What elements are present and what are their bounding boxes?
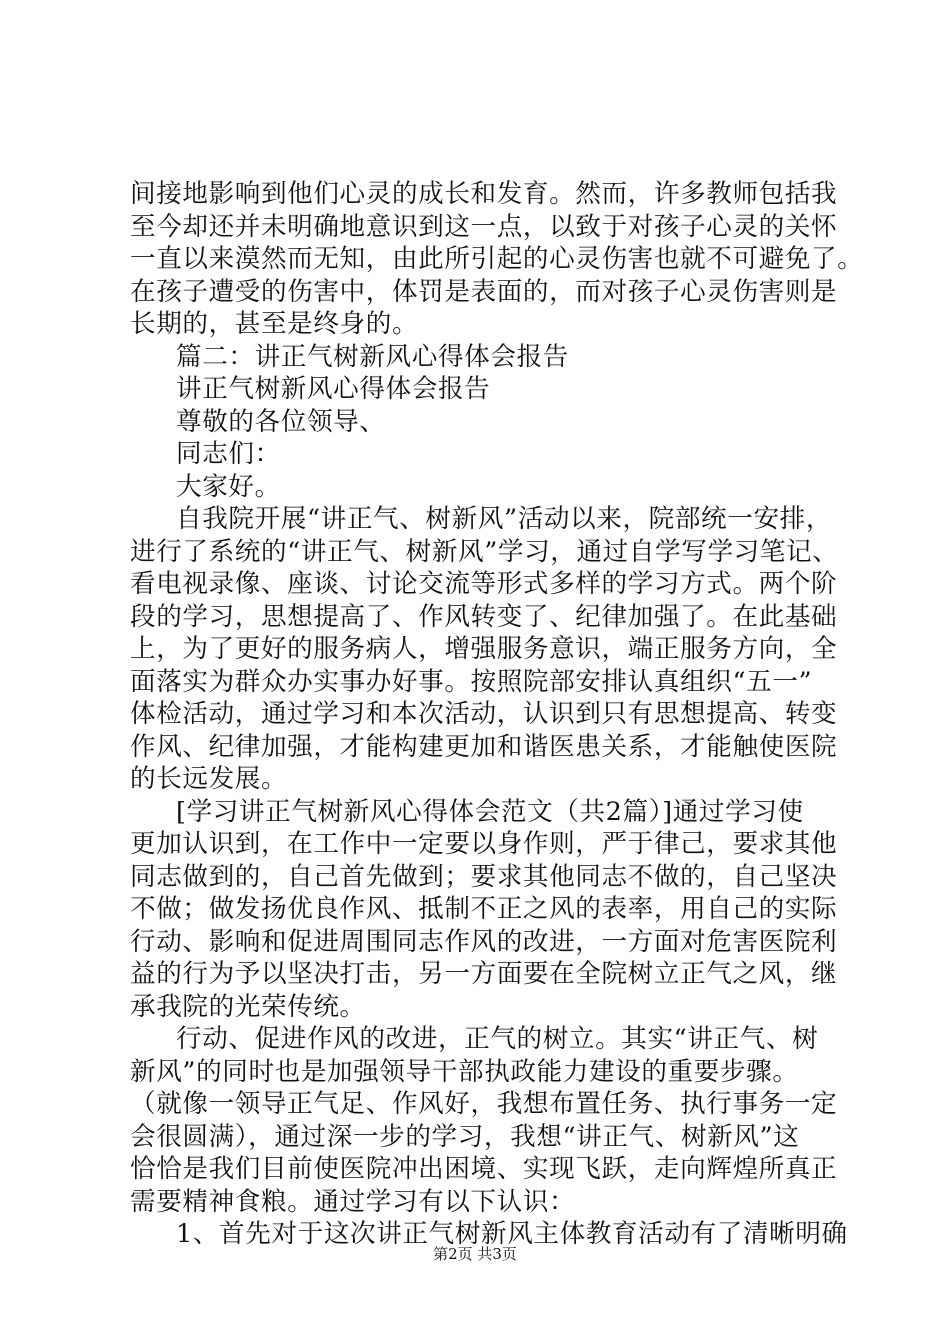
text-line: 在孩子遭受的伤害中，体罚是表面的，而对孩子心灵伤害则是 bbox=[130, 276, 838, 307]
text-line: 讲正气树新风心得体会报告 bbox=[176, 374, 491, 404]
text-line: 上，为了更好的服务病人，增强服务意识，端正服务方向，全 bbox=[130, 634, 838, 664]
text-line: 体检活动，通过学习和本次活动，认识到只有思想提高、转变 bbox=[130, 699, 838, 729]
text-line: 作风、纪律加强，才能构建更加和谐医患关系，才能触使医院 bbox=[130, 731, 838, 762]
text-line: 大家好。 bbox=[176, 471, 281, 502]
text-line: 行动、促进作风的改进，正气的树立。其实“讲正气、树 bbox=[176, 1024, 819, 1054]
text-line: 段的学习，思想提高了、作风转变了、纪律加强了。在此基础 bbox=[130, 601, 838, 632]
text-line: 长期的，甚至是终身的。 bbox=[130, 309, 419, 339]
text-line: 进行了系统的“讲正气、树新风”学习，通过自学写学习笔记、 bbox=[130, 536, 839, 567]
page-number-footer: 第2页 共3页 bbox=[433, 1245, 517, 1263]
text-line: 新风”的同时也是加强领导干部执政能力建设的重要步骤。 bbox=[130, 1056, 799, 1087]
text-line: 的长远发展。 bbox=[130, 764, 288, 794]
text-line: 自我院开展“讲正气、树新风”活动以来，院部统一安排， bbox=[176, 504, 833, 534]
text-line: 尊敬的各位领导、 bbox=[176, 406, 386, 437]
text-line: 行动、影响和促进周围同志作风的改进，一方面对危害医院利 bbox=[130, 926, 838, 957]
text-line: 面落实为群众办实事办好事。按照院部安排认真组织“五一” bbox=[130, 666, 813, 697]
text-line: 篇二：讲正气树新风心得体会报告 bbox=[176, 341, 569, 372]
text-line: 同志做到的，自己首先做到；要求其他同志不做的，自己坚决 bbox=[130, 861, 838, 892]
text-line: 一直以来漠然而无知，由此所引起的心灵伤害也就不可避免了。 bbox=[130, 244, 864, 274]
text-line: 承我院的光荣传统。 bbox=[130, 991, 366, 1022]
text-line: 会很圆满），通过深一步的学习，我想“讲正气、树新风”这 bbox=[130, 1121, 800, 1152]
text-line: 至今却还并未明确地意识到这一点，以致于对孩子心灵的关怀 bbox=[130, 211, 838, 242]
text-line: （就像一领导正气足、作风好，我想布置任务、执行事务一定 bbox=[130, 1089, 838, 1119]
text-line: [学习讲正气树新风心得体会范文（共2篇）]通过学习使 bbox=[176, 796, 804, 827]
text-line: 益的行为予以坚决打击，另一方面要在全院树立正气之风，继 bbox=[130, 959, 838, 989]
text-line: 恰恰是我们目前使医院冲出困境、实现飞跃，走向辉煌所真正 bbox=[130, 1154, 838, 1184]
text-line: 间接地影响到他们心灵的成长和发育。然而，许多教师包括我 bbox=[130, 179, 838, 209]
text-line: 不做；做发扬优良作风、抵制不正之风的表率，用自己的实际 bbox=[130, 894, 838, 924]
text-line: 更加认识到，在工作中一定要以身作则，严于律己，要求其他 bbox=[130, 829, 838, 859]
text-line: 需要精神食粮。通过学习有以下认识： bbox=[130, 1186, 576, 1217]
document-body bbox=[130, 178, 864, 1251]
text-line: 同志们： bbox=[176, 439, 281, 469]
text-line: 看电视录像、座谈、讨论交流等形式多样的学习方式。两个阶 bbox=[130, 569, 838, 599]
text-line: 1、首先对于这次讲正气树新风主体教育活动有了清晰明确 bbox=[176, 1219, 848, 1249]
